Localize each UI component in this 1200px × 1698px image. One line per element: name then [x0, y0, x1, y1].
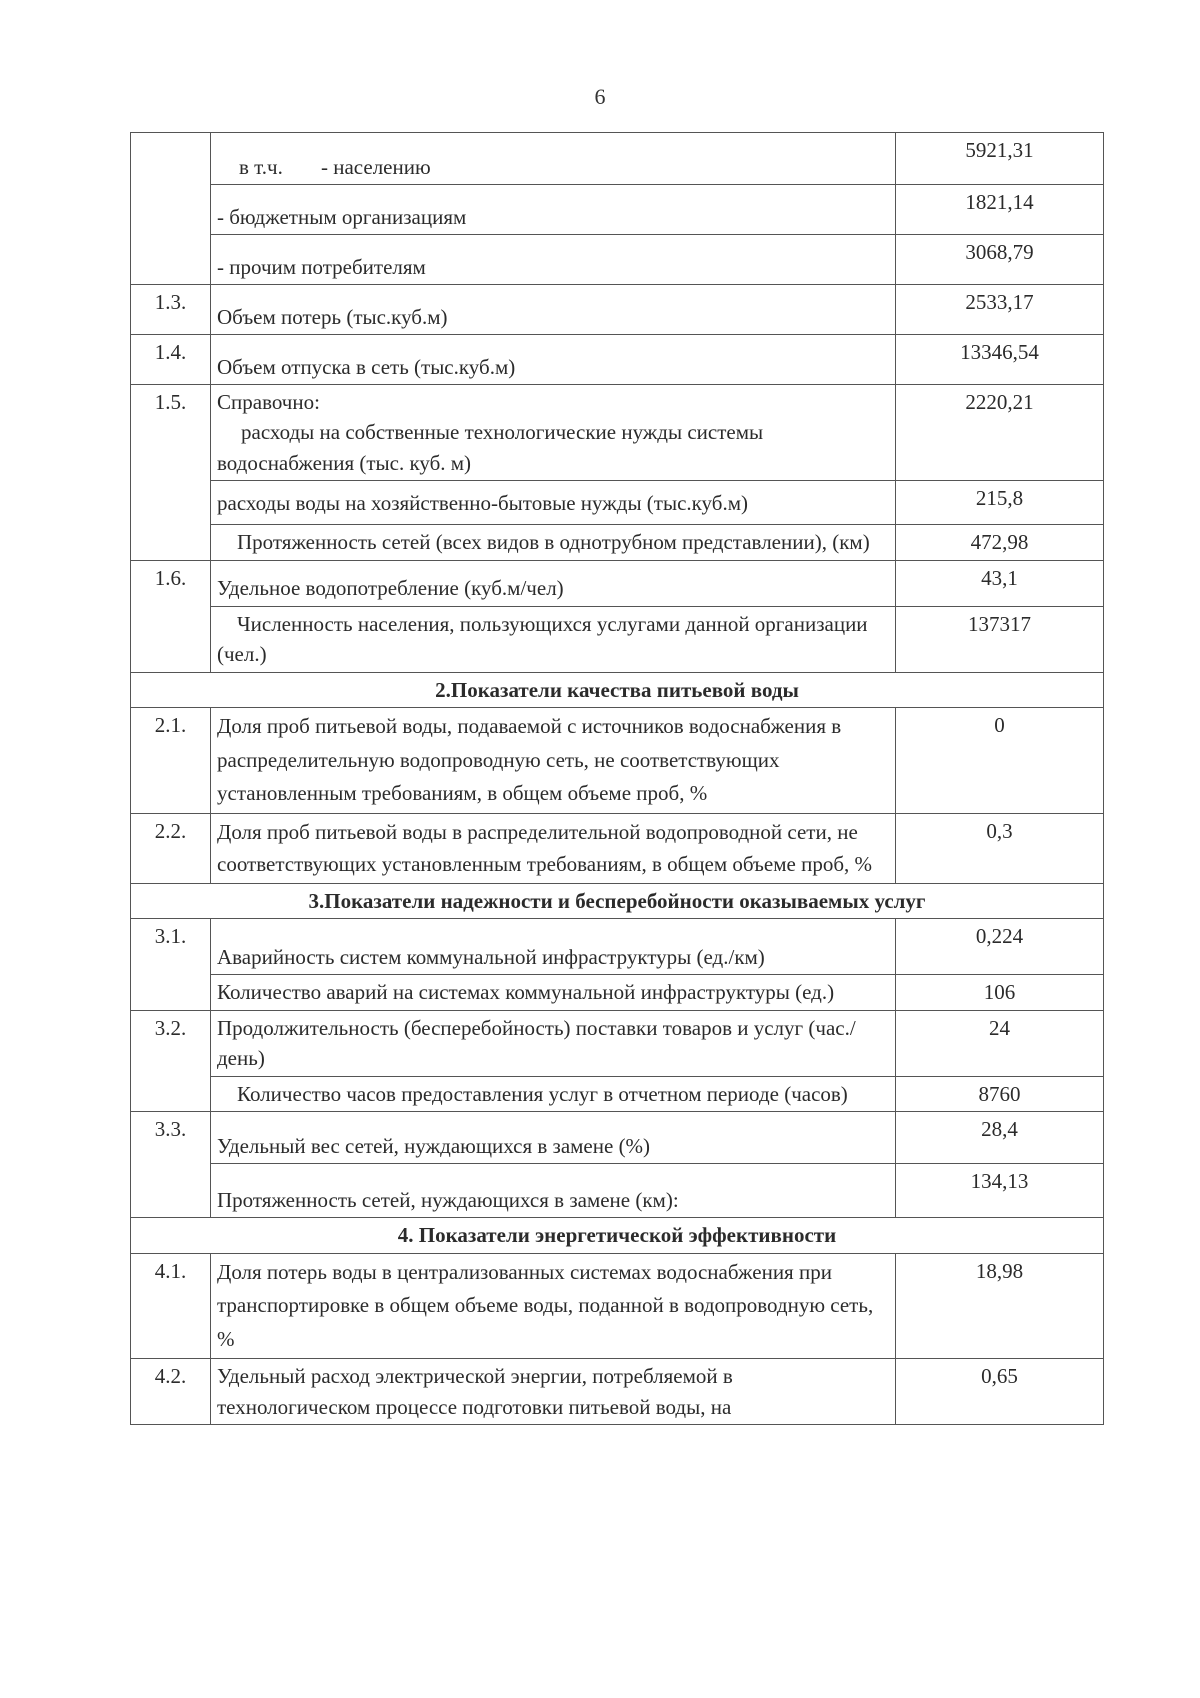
table-row	[131, 919, 1104, 975]
section-title: 4. Показатели энергетической эффективности	[131, 1218, 1104, 1253]
row-value: 0	[896, 708, 1104, 814]
row-description: Протяженность сетей (всех видов в однотрубном представлении), (км)	[211, 525, 896, 560]
row-description: - прочим потребителям	[211, 235, 896, 285]
row-number: 4.2.	[131, 1359, 211, 1425]
table-row	[131, 185, 1104, 235]
table-row	[131, 525, 1104, 560]
row-description: Аварийность систем коммунальной инфраструктуры (ед./км)	[211, 919, 896, 975]
table-row	[131, 606, 1104, 672]
table-row	[131, 813, 1104, 883]
row-value: 43,1	[896, 560, 1104, 606]
row-description: Удельное водопотребление (куб.м/чел)	[211, 560, 896, 606]
table-row	[131, 708, 1104, 814]
row-number: 2.1.	[131, 708, 211, 814]
row-description: Количество часов предоставления услуг в отчетном периоде (часов)	[211, 1076, 896, 1111]
row-description: Объем отпуска в сеть (тыс.куб.м)	[211, 335, 896, 385]
row-description: Протяженность сетей, нуждающихся в замене (км):	[211, 1164, 896, 1218]
table-row	[131, 481, 1104, 525]
row-prefix: в т.ч.	[239, 154, 283, 179]
row-number: 3.3.	[131, 1112, 211, 1218]
row-number	[131, 133, 211, 285]
row-number: 1.3.	[131, 285, 211, 335]
row-value: 18,98	[896, 1253, 1104, 1359]
row-description: Доля потерь воды в централизованных системах водоснабжения при транспортировке в общем объеме воды, поданной в водопроводную сеть, %	[211, 1253, 896, 1359]
table-row	[131, 1076, 1104, 1111]
row-description: Удельный расход электрической энергии, потребляемой в технологическом процессе подготовки питьевой воды, на	[211, 1359, 896, 1425]
section-title: 2.Показатели качества питьевой воды	[131, 672, 1104, 707]
table-row	[131, 975, 1104, 1010]
row-description: Удельный вес сетей, нуждающихся в замене (%)	[211, 1112, 896, 1164]
row-description: Продолжительность (бесперебойность) поставки товаров и услуг (час./день)	[211, 1010, 896, 1076]
row-number: 3.2.	[131, 1010, 211, 1111]
row-text: расходы на собственные технологические нужды системы водоснабжения (тыс. куб. м)	[217, 420, 764, 475]
table-row	[131, 1359, 1104, 1425]
indicators-table	[130, 132, 1104, 1425]
row-description: Количество аварий на системах коммунальной инфраструктуры (ед.)	[211, 975, 896, 1010]
row-description: Объем потерь (тыс.куб.м)	[211, 285, 896, 335]
row-description: Численность населения, пользующихся услугами данной организации (чел.)	[211, 606, 896, 672]
row-description: расходы воды на хозяйственно-бытовые нужды (тыс.куб.м)	[211, 481, 896, 525]
page-number: 6	[594, 84, 606, 109]
row-description: Доля проб питьевой воды в распределительной водопроводной сети, не соответствующих установленным требованиям, в общем объеме проб, %	[211, 813, 896, 883]
row-value: 3068,79	[896, 235, 1104, 285]
table-row	[131, 1112, 1104, 1164]
row-value: 24	[896, 1010, 1104, 1076]
row-value: 106	[896, 975, 1104, 1010]
row-value: 134,13	[896, 1164, 1104, 1218]
row-number: 3.1.	[131, 919, 211, 1010]
row-number: 1.5.	[131, 385, 211, 561]
row-value: 2220,21	[896, 385, 1104, 481]
row-number: 4.1.	[131, 1253, 211, 1359]
row-value: 0,3	[896, 813, 1104, 883]
row-value: 472,98	[896, 525, 1104, 560]
row-value: 5921,31	[896, 133, 1104, 185]
row-description	[211, 385, 896, 481]
table-row	[131, 285, 1104, 335]
row-value: 1821,14	[896, 185, 1104, 235]
row-value: 0,65	[896, 1359, 1104, 1425]
section-header	[131, 1218, 1104, 1253]
table-row	[131, 1164, 1104, 1218]
table-row	[131, 560, 1104, 606]
row-description	[211, 133, 896, 185]
table-row	[131, 335, 1104, 385]
row-value: 0,224	[896, 919, 1104, 975]
row-value: 13346,54	[896, 335, 1104, 385]
row-number: 1.6.	[131, 560, 211, 672]
row-number: 2.2.	[131, 813, 211, 883]
table-row	[131, 385, 1104, 481]
table-row	[131, 235, 1104, 285]
table-row	[131, 1253, 1104, 1359]
row-number: 1.4.	[131, 335, 211, 385]
row-value: 2533,17	[896, 285, 1104, 335]
row-text: - населению	[321, 154, 431, 179]
row-description: - бюджетным организациям	[211, 185, 896, 235]
row-description: Доля проб питьевой воды, подаваемой с источников водоснабжения в распределительную водопроводную сеть, не соответствующих установленным требованиям, в общем объеме проб, %	[211, 708, 896, 814]
row-value: 28,4	[896, 1112, 1104, 1164]
section-title: 3.Показатели надежности и бесперебойности оказываемых услуг	[131, 883, 1104, 918]
section-header	[131, 672, 1104, 707]
row-value: 8760	[896, 1076, 1104, 1111]
table-row	[131, 1010, 1104, 1076]
row-title: Справочно:	[217, 390, 320, 414]
section-header	[131, 883, 1104, 918]
table-row	[131, 133, 1104, 185]
row-value: 215,8	[896, 481, 1104, 525]
row-value: 137317	[896, 606, 1104, 672]
